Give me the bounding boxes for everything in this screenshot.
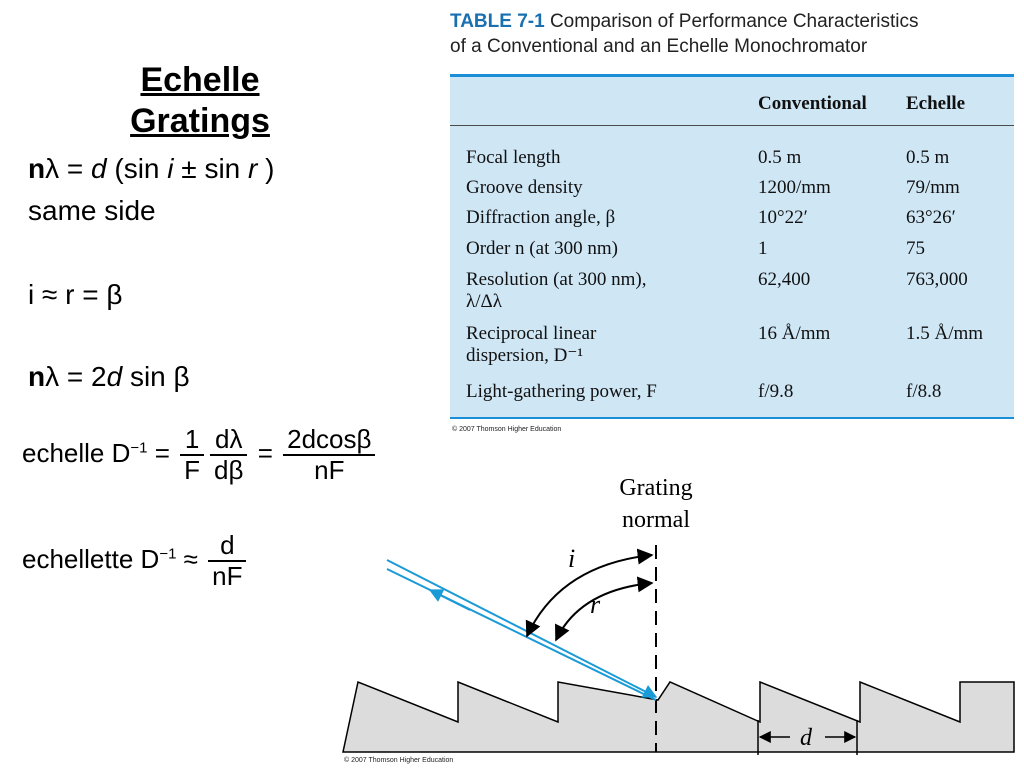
title-line-2: Gratings [130,101,270,140]
comparison-table: Conventional Echelle Focal length 0.5 m 0.5 m Groove density 1200/mm 79/mm Diffraction angle, β 10°22′ 63°26′ Order n (at 300 nm) 1 75 Resolution (at 300 nm), λ/Δλ 62,400 763,000 Reciprocal linear dispersion, D⁻¹ 16 Å/mm 1.5 Å/mm Light-gathering power, F f/9.8 f/8.8 [450,74,1014,419]
label-r: r [590,590,601,619]
table-caption: TABLE 7-1 Comparison of Performance Characteristics of a Conventional and an Echelle Monochromator [450,11,919,57]
fraction-dlambda-dbeta: $\frac{d\lambda}{d\beta}$ [210,425,247,485]
table-copyright: © 2007 Thomson Higher Education [452,426,562,433]
table-label: TABLE 7-1 [450,11,545,32]
header-echelle: Echelle [906,93,966,114]
echelle-dispersion-formula: echelle $D^{-1}$ = $\frac{1}{F}$ $\frac{d\lambda}{d\beta}$ = $\frac{2dcos\beta}{nF}$ [22,425,378,485]
grating-surface [343,682,1014,752]
angle-equation: i ≈ r = β [28,279,123,310]
incident-ray [387,560,656,697]
fraction-d-over-nF: $\frac{d}{nF}$ [208,531,246,591]
littrow-equation: nλ = 2d sin β [28,361,190,392]
normal-label-1: Grating [619,475,693,501]
angle-r-arc [556,583,652,640]
diffracted-ray [387,569,656,700]
same-side-text: same side [28,195,156,226]
normal-label-2: normal [622,507,690,533]
figure-copyright: © 2007 Thomson Higher Education [344,757,454,764]
header-conventional: Conventional [758,93,867,114]
title-line-1: Echelle [140,61,260,99]
grating-equation: nλ = d (sin i ± sin r ) [28,153,275,184]
label-i: i [568,544,576,573]
echellette-dispersion-formula: echellette $D^{-1}$ ≈ $\frac{d}{nF}$ [22,531,249,591]
fraction-1-over-F: $\frac{1}{F}$ [180,425,204,485]
fraction-2dcosbeta-nF: $\frac{2dcos\beta}{nF}$ [283,425,375,485]
label-d: d [800,725,812,751]
